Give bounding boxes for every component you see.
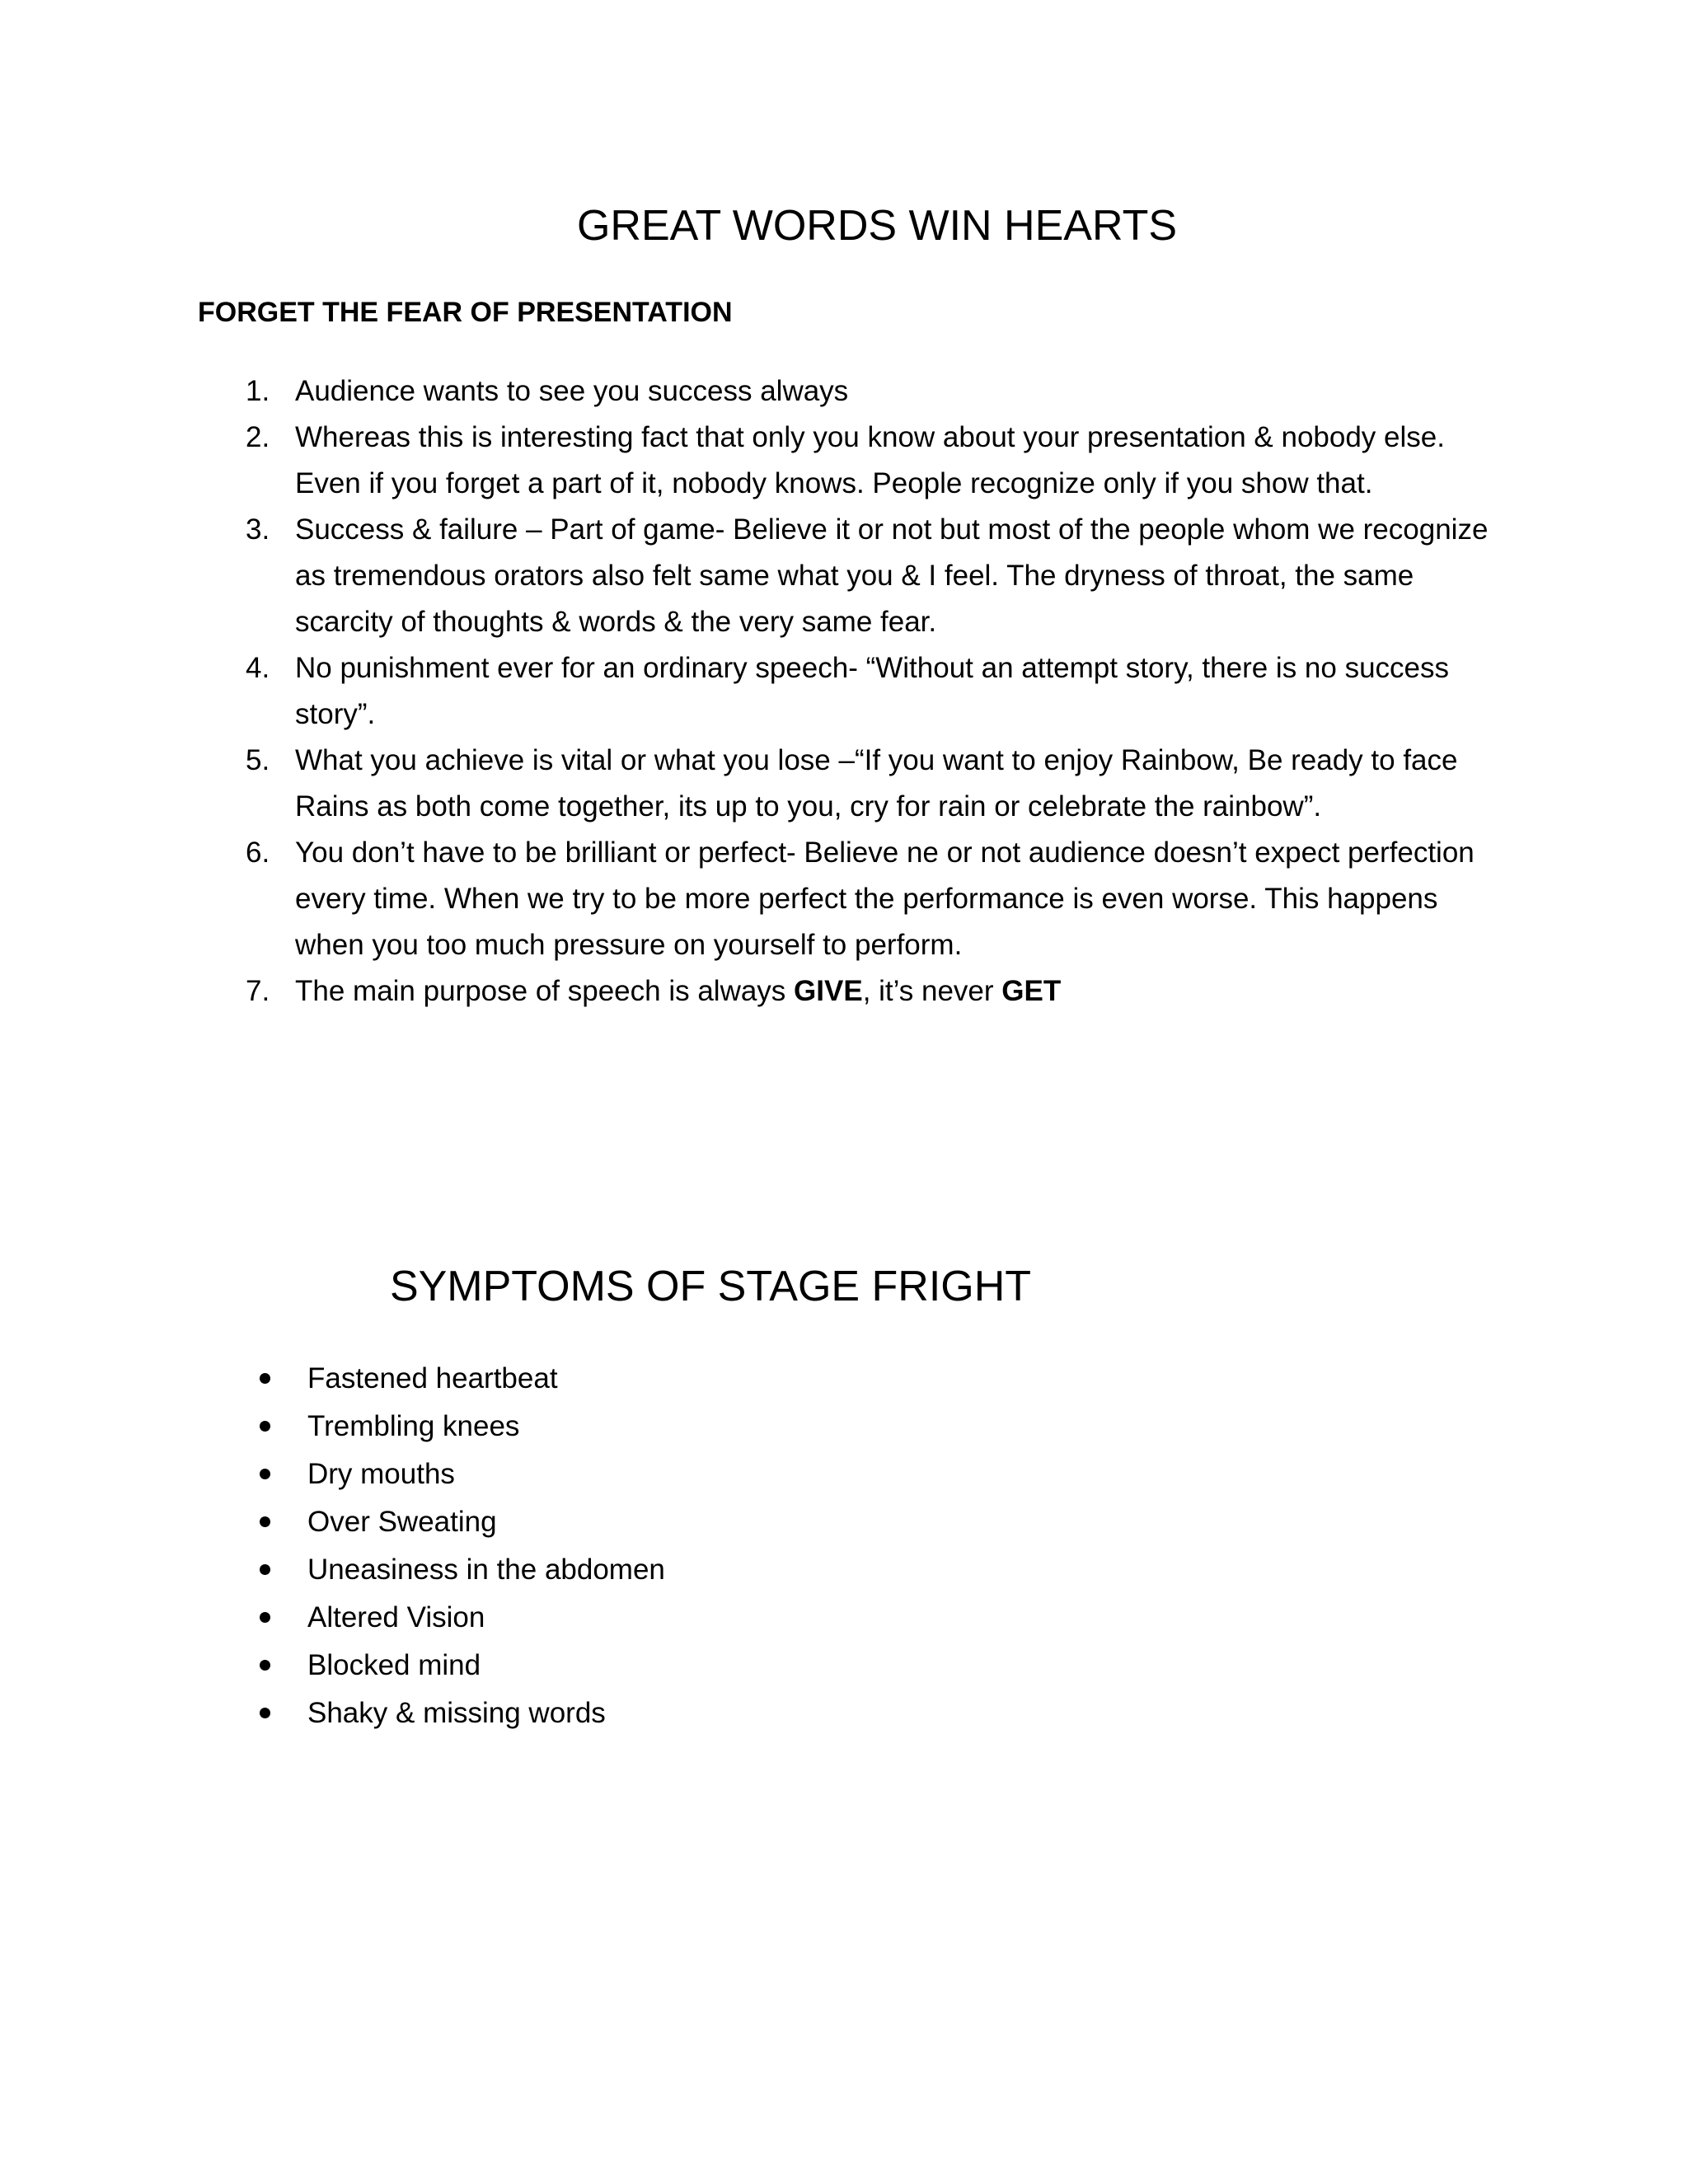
bullet-item [0, 1642, 665, 1690]
bullet-text: Blocked mind [307, 1649, 481, 1681]
bullet-icon [260, 1708, 270, 1718]
list-item-text: Audience wants to see you success always [295, 375, 849, 407]
bullet-icon [260, 1469, 270, 1479]
list-item-text: You don’t have to be brilliant or perfect- Believe ne or not audience doesn’t expect perfection every time. When we try to be more perfect the performance is even worse. This happens when you too much pressure on yourself to perform. [295, 837, 1475, 961]
list-number: 4. [246, 652, 270, 684]
bullet-icon [260, 1516, 270, 1527]
list-item [0, 368, 1490, 415]
bullet-text: Altered Vision [307, 1601, 485, 1633]
list-number: 3. [246, 513, 270, 546]
bullet-icon [260, 1373, 270, 1384]
bullet-icon [260, 1660, 270, 1671]
list-item [0, 645, 1490, 738]
list-number: 2. [246, 421, 270, 453]
list-item [0, 830, 1490, 968]
section-title-symptoms: SYMPTOMS OF STAGE FRIGHT [389, 1263, 1032, 1310]
list-number: 5. [246, 744, 270, 776]
page-title: GREAT WORDS WIN HEARTS [576, 202, 1178, 250]
list-item-text: What you achieve is vital or what you lose –“If you want to enjoy Rainbow, Be ready to face Rains as both come together, its up to you, cry for rain or celebrate the rainbow”. [295, 744, 1458, 823]
bullet-text: Dry mouths [307, 1458, 455, 1490]
list-number: 1. [246, 375, 270, 407]
list-item [0, 507, 1490, 645]
bullet-item [0, 1546, 665, 1594]
list-item-text-part: The main purpose of speech is always [295, 975, 795, 1007]
bullet-icon [260, 1612, 270, 1623]
list-number: 6. [246, 837, 270, 869]
bullet-icon [260, 1421, 270, 1432]
list-item [0, 415, 1490, 507]
bullet-text: Uneasiness in the abdomen [307, 1554, 665, 1586]
list-item-text-part: , it’s never [862, 975, 1002, 1007]
list-item-text: No punishment ever for an ordinary speech- “Without an attempt story, there is no success story”. [295, 652, 1449, 730]
bullet-text: Shaky & missing words [307, 1697, 606, 1729]
list-item [0, 738, 1490, 830]
emphasis-give: GIVE [794, 975, 863, 1007]
list-number: 7. [246, 975, 270, 1007]
bullet-item [0, 1451, 665, 1498]
list-item-text: Whereas this is interesting fact that only you know about your presentation & nobody else. Even if you forget a part of it, nobody knows. People recognize only if you show that. [295, 421, 1445, 499]
bullet-item [0, 1594, 665, 1642]
bullet-item [0, 1690, 665, 1737]
bullet-list [0, 1355, 665, 1737]
bullet-icon [260, 1564, 270, 1575]
emphasis-get: GET [1001, 975, 1062, 1007]
bullet-text: Fastened heartbeat [307, 1362, 558, 1394]
list-item [0, 968, 1490, 1015]
bullet-item [0, 1403, 665, 1451]
bullet-item [0, 1355, 665, 1403]
list-item-text: Success & failure – Part of game- Believe it or not but most of the people whom we recognize as tremendous orators also felt same what you & I feel. The dryness of throat, the same scarcity of thoughts & words & the very same fear. [295, 513, 1489, 638]
section-heading-fear: FORGET THE FEAR OF PRESENTATION [198, 297, 733, 328]
bullet-item [0, 1498, 665, 1546]
bullet-text: Over Sweating [307, 1506, 497, 1538]
numbered-list [0, 368, 1490, 1015]
bullet-text: Trembling knees [307, 1410, 520, 1442]
